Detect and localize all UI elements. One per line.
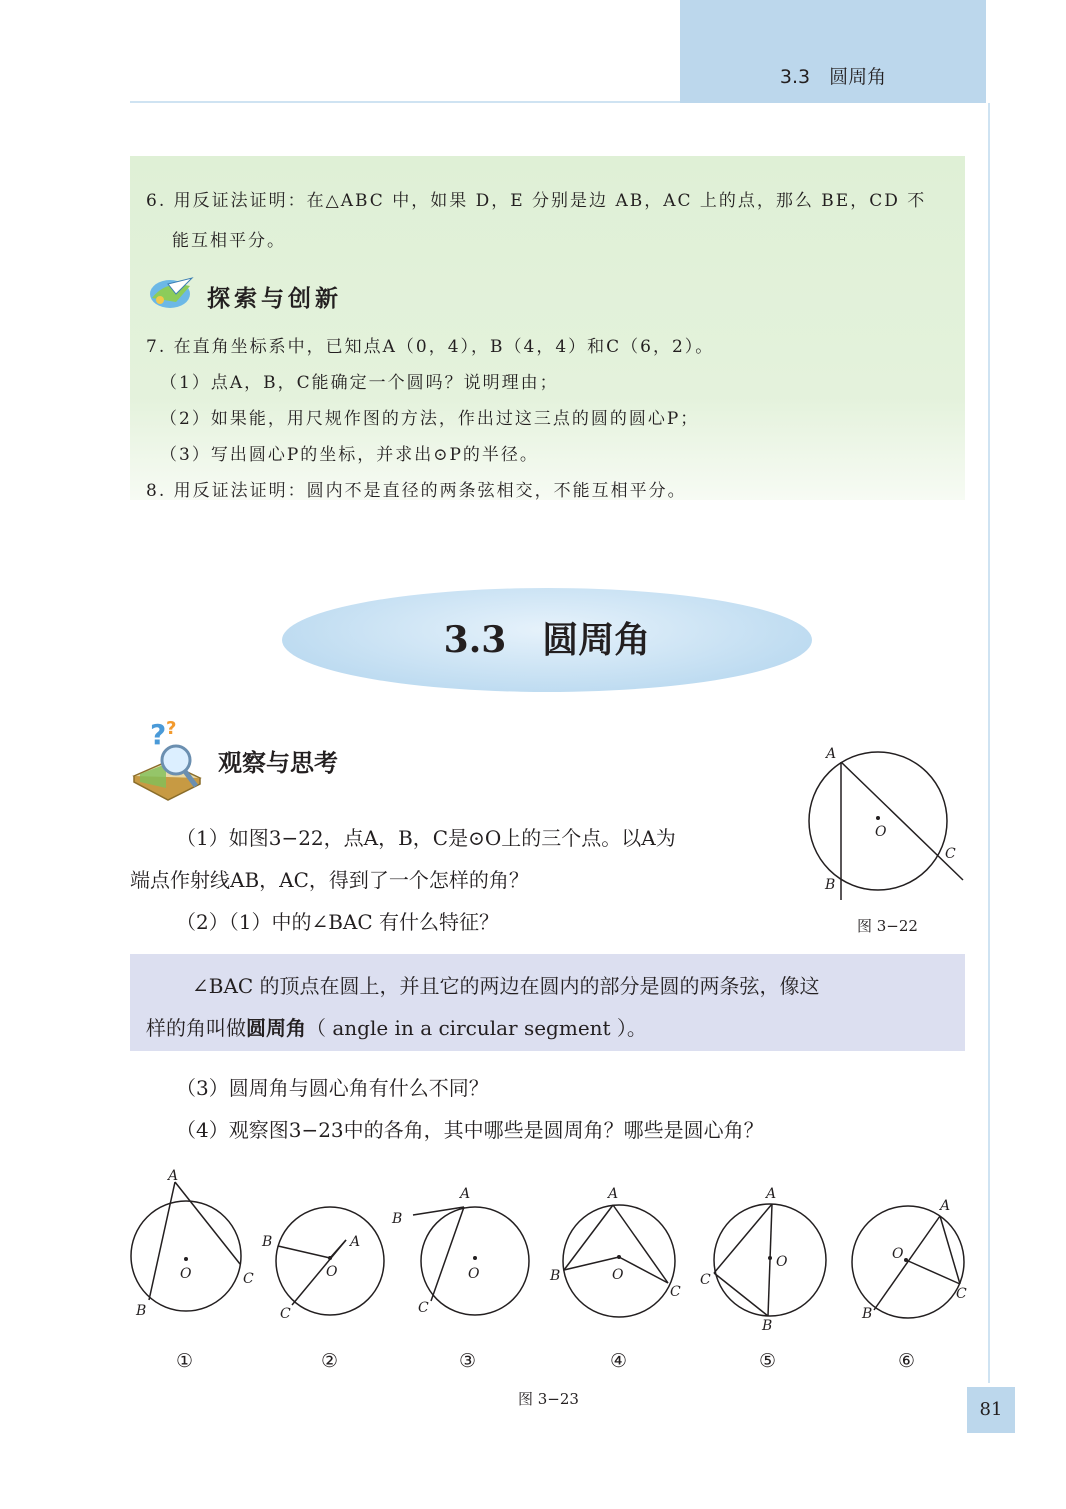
explore-section-title: 探索与创新 bbox=[207, 285, 342, 312]
fig322-label-B: B bbox=[825, 877, 836, 893]
exercise-6-line2: 能互相平分。 bbox=[172, 231, 286, 251]
svg-text:C: C bbox=[670, 1284, 681, 1300]
svg-text:?: ? bbox=[166, 718, 177, 739]
svg-text:O: O bbox=[892, 1246, 904, 1262]
svg-text:B: B bbox=[262, 1234, 273, 1250]
exercise-7-part3: （3）写出圆心P的坐标，并求出⊙P的半径。 bbox=[160, 445, 539, 465]
svg-text:?: ? bbox=[150, 718, 167, 751]
fig323-diagram-5 bbox=[700, 1186, 826, 1334]
fig322-label-A: A bbox=[826, 746, 837, 762]
fig322-label-O: O bbox=[875, 824, 887, 840]
header-rule bbox=[130, 101, 682, 103]
fig323-diagram-6 bbox=[852, 1198, 967, 1322]
svg-text:A: A bbox=[940, 1198, 951, 1214]
exercise-7-part2: （2）如果能，用尺规作图的方法，作出过这三点的圆的圆心P； bbox=[160, 409, 700, 429]
svg-text:A: A bbox=[766, 1186, 777, 1202]
figure-3-23-caption: 图 3−23 bbox=[518, 1390, 579, 1408]
figure-3-22 bbox=[800, 740, 980, 900]
definition-line2 bbox=[146, 1012, 647, 1041]
exercise-6-line1: 6. 用反证法证明：在△ABC 中，如果 D，E 分别是边 AB，AC 上的点，那么 BE，CD 不 bbox=[146, 191, 927, 211]
figure-3-23 bbox=[126, 1160, 986, 1350]
svg-text:A: A bbox=[168, 1168, 179, 1184]
page-number: 81 bbox=[979, 1399, 1003, 1420]
svg-text:B: B bbox=[862, 1306, 873, 1322]
svg-text:C: C bbox=[418, 1300, 429, 1316]
section-title: 3.3 圆周角 bbox=[443, 619, 651, 661]
svg-text:C: C bbox=[956, 1286, 967, 1302]
header-title: 3.3 圆周角 bbox=[779, 66, 887, 88]
right-margin-rule bbox=[988, 103, 990, 1383]
svg-text:A: A bbox=[460, 1186, 471, 1202]
figure-3-22-caption: 图 3−22 bbox=[857, 917, 918, 935]
exercise-7-part1: （1）点A，B，C能确定一个圆吗？说明理由； bbox=[160, 373, 559, 393]
svg-text:O: O bbox=[612, 1267, 624, 1283]
observe-icon bbox=[126, 716, 210, 802]
definition-term: 圆周角 bbox=[246, 1016, 306, 1040]
fig323-number-2: ② bbox=[321, 1350, 339, 1372]
fig323-number-3: ③ bbox=[459, 1350, 477, 1372]
svg-text:B: B bbox=[762, 1318, 773, 1334]
exercise-8: 8. 用反证法证明：圆内不是直径的两条弦相交，不能互相平分。 bbox=[146, 481, 687, 501]
question-3: （3）圆周角与圆心角有什么不同？ bbox=[176, 1076, 489, 1100]
fig323-number-4: ④ bbox=[610, 1350, 628, 1372]
svg-text:O: O bbox=[468, 1266, 480, 1282]
svg-text:C: C bbox=[700, 1272, 711, 1288]
question-1-line1: （1）如图3−22，点A，B，C是⊙O上的三个点。以A为 bbox=[176, 826, 676, 850]
svg-text:B: B bbox=[392, 1211, 403, 1227]
svg-text:A: A bbox=[608, 1186, 619, 1202]
exercise-7: 7. 在直角坐标系中，已知点A（0，4），B（4，4）和C（6，2）。 bbox=[146, 337, 715, 357]
svg-text:O: O bbox=[180, 1266, 192, 1282]
question-2: （2）（1）中的∠BAC 有什么特征？ bbox=[176, 910, 500, 934]
definition-english: （ angle in a circular segment ）。 bbox=[306, 1016, 647, 1040]
svg-text:C: C bbox=[243, 1271, 254, 1287]
svg-text:O: O bbox=[326, 1264, 338, 1280]
fig323-diagram-1 bbox=[131, 1168, 254, 1319]
fig323-number-1: ① bbox=[176, 1350, 194, 1372]
svg-text:C: C bbox=[280, 1306, 291, 1322]
svg-text:B: B bbox=[136, 1303, 147, 1319]
definition-text: 样的角叫做 bbox=[146, 1016, 246, 1040]
fig323-number-5: ⑤ bbox=[759, 1350, 777, 1372]
svg-text:B: B bbox=[550, 1268, 561, 1284]
svg-text:O: O bbox=[776, 1254, 788, 1270]
fig323-diagram-4 bbox=[549, 1186, 681, 1317]
fig323-diagram-3 bbox=[391, 1186, 529, 1316]
definition-line1: ∠BAC 的顶点在圆上，并且它的两边在圆内的部分是圆的两条弦，像这 bbox=[192, 974, 820, 998]
question-1-line2: 端点作射线AB，AC，得到了一个怎样的角？ bbox=[130, 868, 529, 892]
fig323-number-6: ⑥ bbox=[898, 1350, 916, 1372]
explore-icon bbox=[146, 272, 198, 312]
fig323-diagram-2 bbox=[261, 1207, 384, 1322]
fig322-label-C: C bbox=[945, 846, 956, 862]
svg-text:A: A bbox=[350, 1234, 361, 1250]
observe-section-title: 观察与思考 bbox=[218, 749, 338, 777]
question-4: （4）观察图3−23中的各角，其中哪些是圆周角？哪些是圆心角？ bbox=[176, 1118, 764, 1142]
